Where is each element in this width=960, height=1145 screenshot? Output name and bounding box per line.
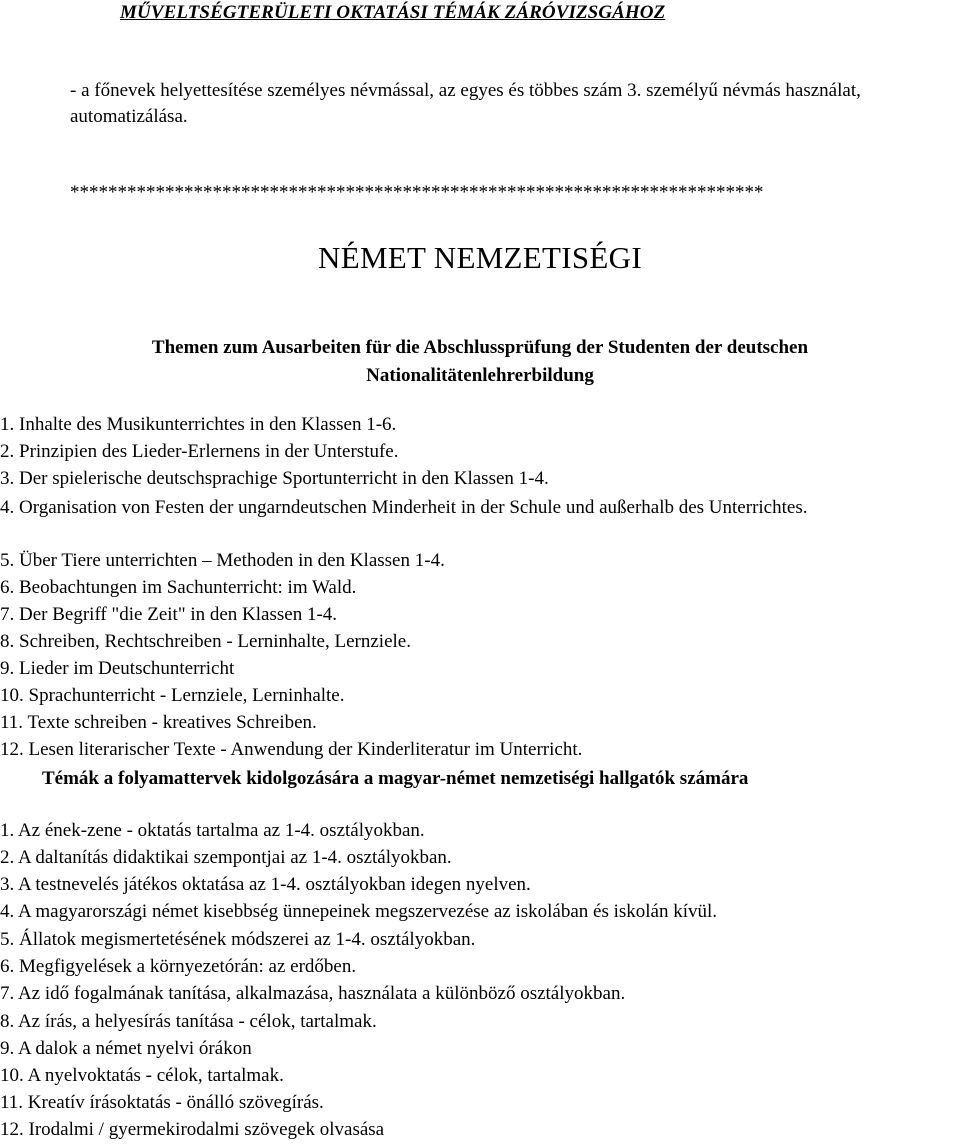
list-item: 10. Sprachunterricht - Lernziele, Lerninhalte. <box>0 685 345 706</box>
list-item: 9. A dalok a német nyelvi órákon <box>0 1038 252 1059</box>
list-item: 3. A testnevelés játékos oktatása az 1-4. osztályokban idegen nyelven. <box>0 874 531 895</box>
list-item: 3. Der spielerische deutschsprachige Sportunterricht in den Klassen 1-4. <box>0 468 549 489</box>
list-item: 10. A nyelvoktatás - célok, tartalmak. <box>0 1065 284 1086</box>
list-item: 6. Beobachtungen im Sachunterricht: im Wald. <box>0 577 357 598</box>
list-item: 11. Texte schreiben - kreatives Schreiben. <box>0 712 317 733</box>
list-item: 7. Der Begriff "die Zeit" in den Klassen 1-4. <box>0 604 338 625</box>
german-topics-heading: Themen zum Ausarbeiten für die Abschlussprüfung der Studenten der deutschen Nationalitätenlehrerbildung <box>151 337 809 386</box>
document-header-title: MŰVELTSÉGTERÜLETI OKTATÁSI TÉMÁK ZÁRÓVIZSGÁHOZ <box>120 2 666 23</box>
list-item: 4. A magyarországi német kisebbség ünnepeinek megszervezése az iskolában és iskolán kívül. <box>0 901 718 922</box>
list-item: 2. Prinzipien des Lieder-Erlernens in der Unterstufe. <box>0 441 399 462</box>
list-item: 12. Lesen literarischer Texte - Anwendung der Kinderliteratur im Unterricht. <box>0 739 583 760</box>
intro-paragraph: - a főnevek helyettesítése személyes névmással, az egyes és többes szám 3. személyű névmás használat, automatizálása. <box>70 80 861 127</box>
list-item: 5. Über Tiere unterrichten – Methoden in den Klassen 1-4. <box>0 550 445 571</box>
list-item: 8. Az írás, a helyesírás tanítása - célok, tartalmak. <box>0 1011 377 1032</box>
section-title: NÉMET NEMZETISÉGI <box>318 240 642 275</box>
list-item: 5. Állatok megismertetésének módszerei az 1-4. osztályokban. <box>0 929 476 950</box>
list-item: 2. A daltanítás didaktikai szempontjai az 1-4. osztályokban. <box>0 847 452 868</box>
list-item: 12. Irodalmi / gyermekirodalmi szövegek olvasása <box>0 1119 385 1140</box>
list-item: 4. Organisation von Festen der ungarndeutschen Minderheit in der Schule und außerhalb des Unterrichtes. <box>0 497 808 518</box>
list-item: 6. Megfigyelések a környezetórán: az erdőben. <box>0 956 357 977</box>
asterisk-separator: ************************************************************************* <box>70 182 764 203</box>
hungarian-topics-heading: Témák a folyamattervek kidolgozására a magyar-német nemzetiségi hallgatók számára <box>42 768 749 789</box>
list-item: 1. Az ének-zene - oktatás tartalma az 1-4. osztályokban. <box>0 820 425 841</box>
list-item: 11. Kreatív írásoktatás - önálló szövegírás. <box>0 1092 324 1113</box>
list-item: 8. Schreiben, Rechtschreiben - Lerninhalte, Lernziele. <box>0 631 411 652</box>
list-item: 7. Az idő fogalmának tanítása, alkalmazása, használata a különböző osztályokban. <box>0 983 626 1004</box>
list-item: 1. Inhalte des Musikunterrichtes in den Klassen 1-6. <box>0 414 397 435</box>
list-item: 9. Lieder im Deutschunterricht <box>0 658 235 679</box>
